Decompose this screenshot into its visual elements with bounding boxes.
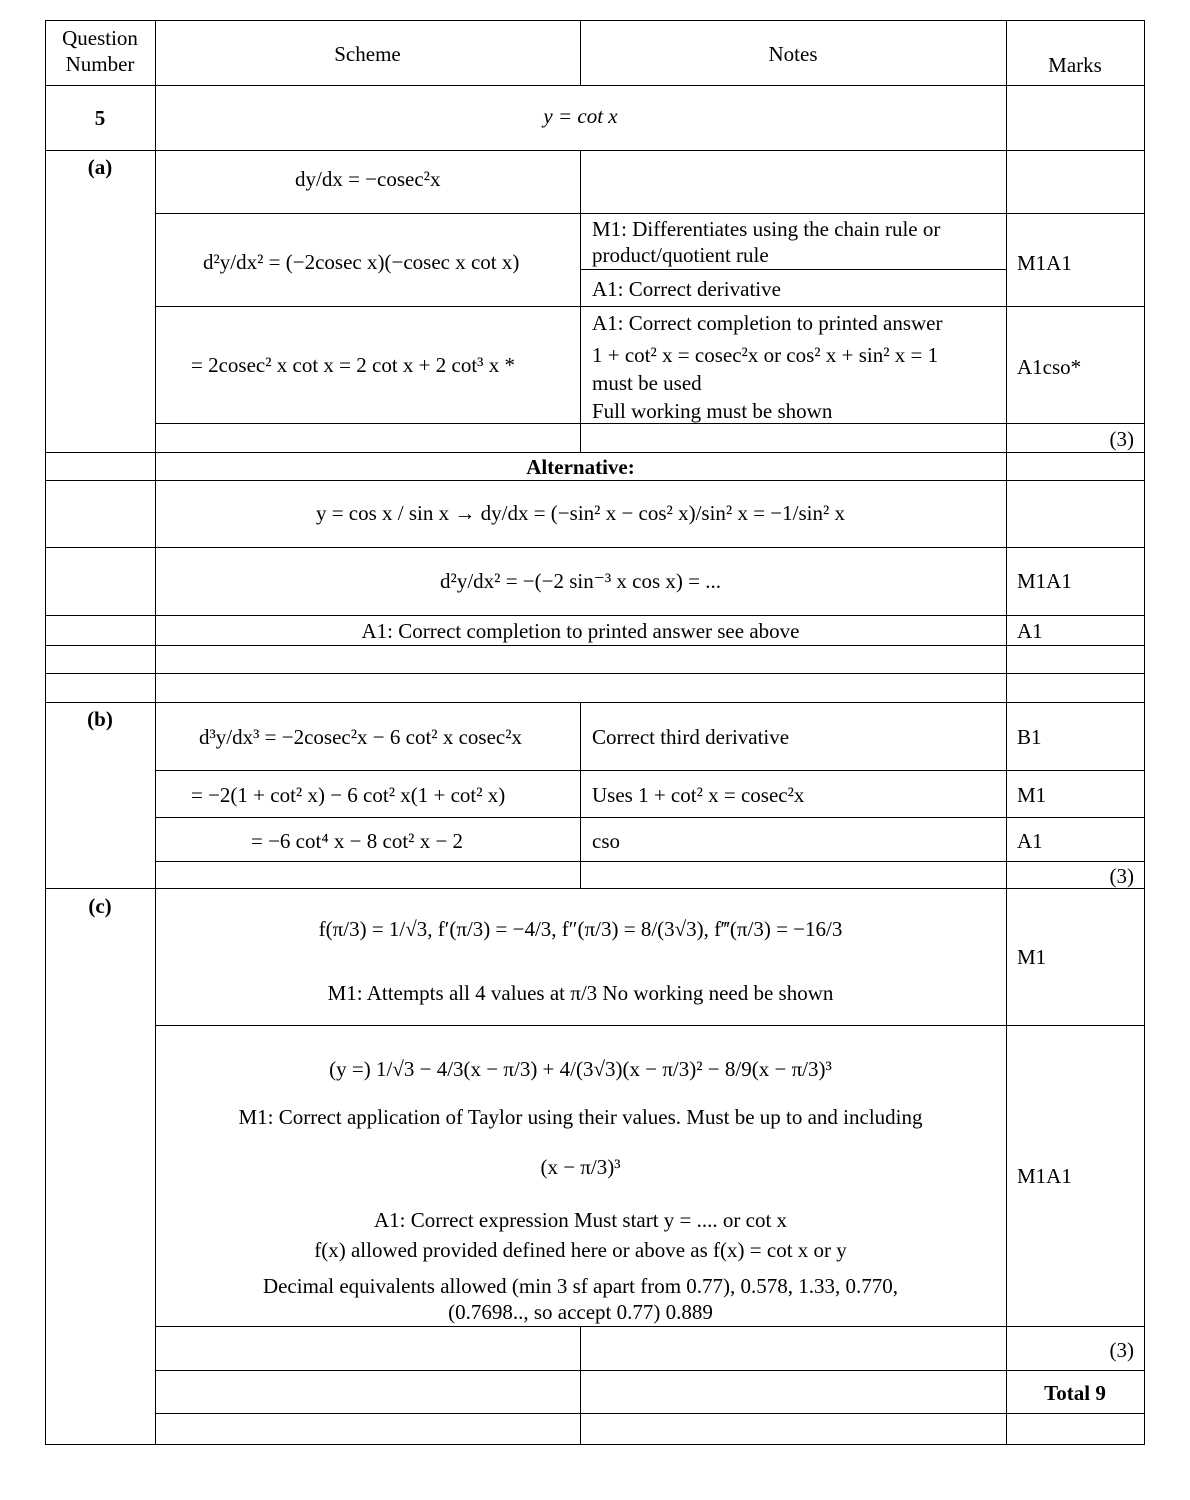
header-question-number: Question Number [62,26,138,76]
mark-scheme-table [45,20,1145,1445]
part-a-step2-note2: A1: Correct derivative [592,277,781,301]
part-c-values-note: M1: Attempts all 4 values at π/3 No working need be shown [327,981,834,1005]
part-c-taylor: (y =) 1/√3 − 4/3(x − π/3) + 4/(3√3)(x − π/3)² − 8/9(x − π/3)³ [329,1057,832,1081]
header-marks: Marks [1048,53,1102,77]
part-b-step3: = −6 cot⁴ x − 8 cot² x − 2 [251,829,464,853]
part-c-taylor-note5: Decimal equivalents allowed (min 3 sf apart from 0.77), 0.578, 1.33, 0.770, [262,1274,899,1298]
part-b-subtotal: (3) [1109,864,1134,888]
part-a-step3-note-line4: Full working must be shown [592,399,833,423]
part-c-taylor-note2: (x − π/3)³ [540,1155,621,1179]
part-c-taylor-note3: A1: Correct expression Must start y = .... or cot x [373,1208,788,1232]
part-a-step3-note-line1: A1: Correct completion to printed answer [592,311,943,335]
alternative-line3-marks: A1 [1017,619,1043,643]
part-c-taylor-note1: M1: Correct application of Taylor using their values. Must be up to and including [238,1105,923,1129]
part-a-step3-marks: A1cso* [1017,355,1082,379]
question-total: Total 9 [1044,1381,1106,1405]
part-c-label: (c) [88,894,112,918]
part-c-taylor-marks: M1A1 [1017,1164,1072,1188]
part-a-step1: dy/dx = −cosec²x [295,167,441,191]
part-b-step1-marks: B1 [1017,725,1042,749]
part-a-subtotal: (3) [1109,427,1134,451]
part-b-step2: = −2(1 + cot² x) − 6 cot² x(1 + cot² x) [191,783,506,807]
part-b-step2-note: Uses 1 + cot² x = cosec²x [592,783,805,807]
question-number: 5 [94,106,106,130]
part-c-taylor-note6: (0.7698.., so accept 0.77) 0.889 [448,1300,713,1324]
alternative-line1: y = cos x / sin x → dy/dx = (−sin² x − cos² x)/sin² x = −1/sin² x [315,501,846,525]
part-b-label: (b) [87,707,113,731]
part-a-step3-note-line3: must be used [592,371,702,395]
alternative-line2-marks: M1A1 [1017,569,1072,593]
part-c-taylor-note4: f(x) allowed provided defined here or above as f(x) = cot x or y [314,1238,847,1262]
alternative-heading: Alternative: [526,455,635,479]
part-b-step3-marks: A1 [1017,829,1043,853]
part-b-step3-note: cso [592,829,620,853]
part-a-step3: = 2cosec² x cot x = 2 cot x + 2 cot³ x * [191,353,515,377]
part-a-step2: d²y/dx² = (−2cosec x)(−cosec x cot x) [203,250,520,274]
part-c-values-marks: M1 [1017,945,1047,969]
part-b-step1-note: Correct third derivative [592,725,790,749]
part-b-step2-marks: M1 [1017,783,1047,807]
part-b-step1: d³y/dx³ = −2cosec²x − 6 cot² x cosec²x [199,725,523,749]
part-a-step2-marks: M1A1 [1017,251,1072,275]
part-a-step3-note-line2: 1 + cot² x = cosec²x or cos² x + sin² x = 1 [592,343,939,367]
part-c-subtotal: (3) [1109,1338,1134,1362]
part-c-values: f(π/3) = 1/√3, f′(π/3) = −4/3, f″(π/3) = 8/(3√3), f‴(π/3) = −16/3 [318,917,843,941]
alternative-line3: A1: Correct completion to printed answer see above [361,619,800,643]
given-equation: y = cot x [543,104,618,128]
header-notes: Notes [768,42,818,66]
part-a-step2-note1: M1: Differentiates using the chain rule or product/quotient rule [592,217,941,267]
part-a-label: (a) [87,155,113,179]
alternative-line2: d²y/dx² = −(−2 sin⁻³ x cos x) = ... [440,569,721,593]
header-scheme: Scheme [334,42,401,66]
